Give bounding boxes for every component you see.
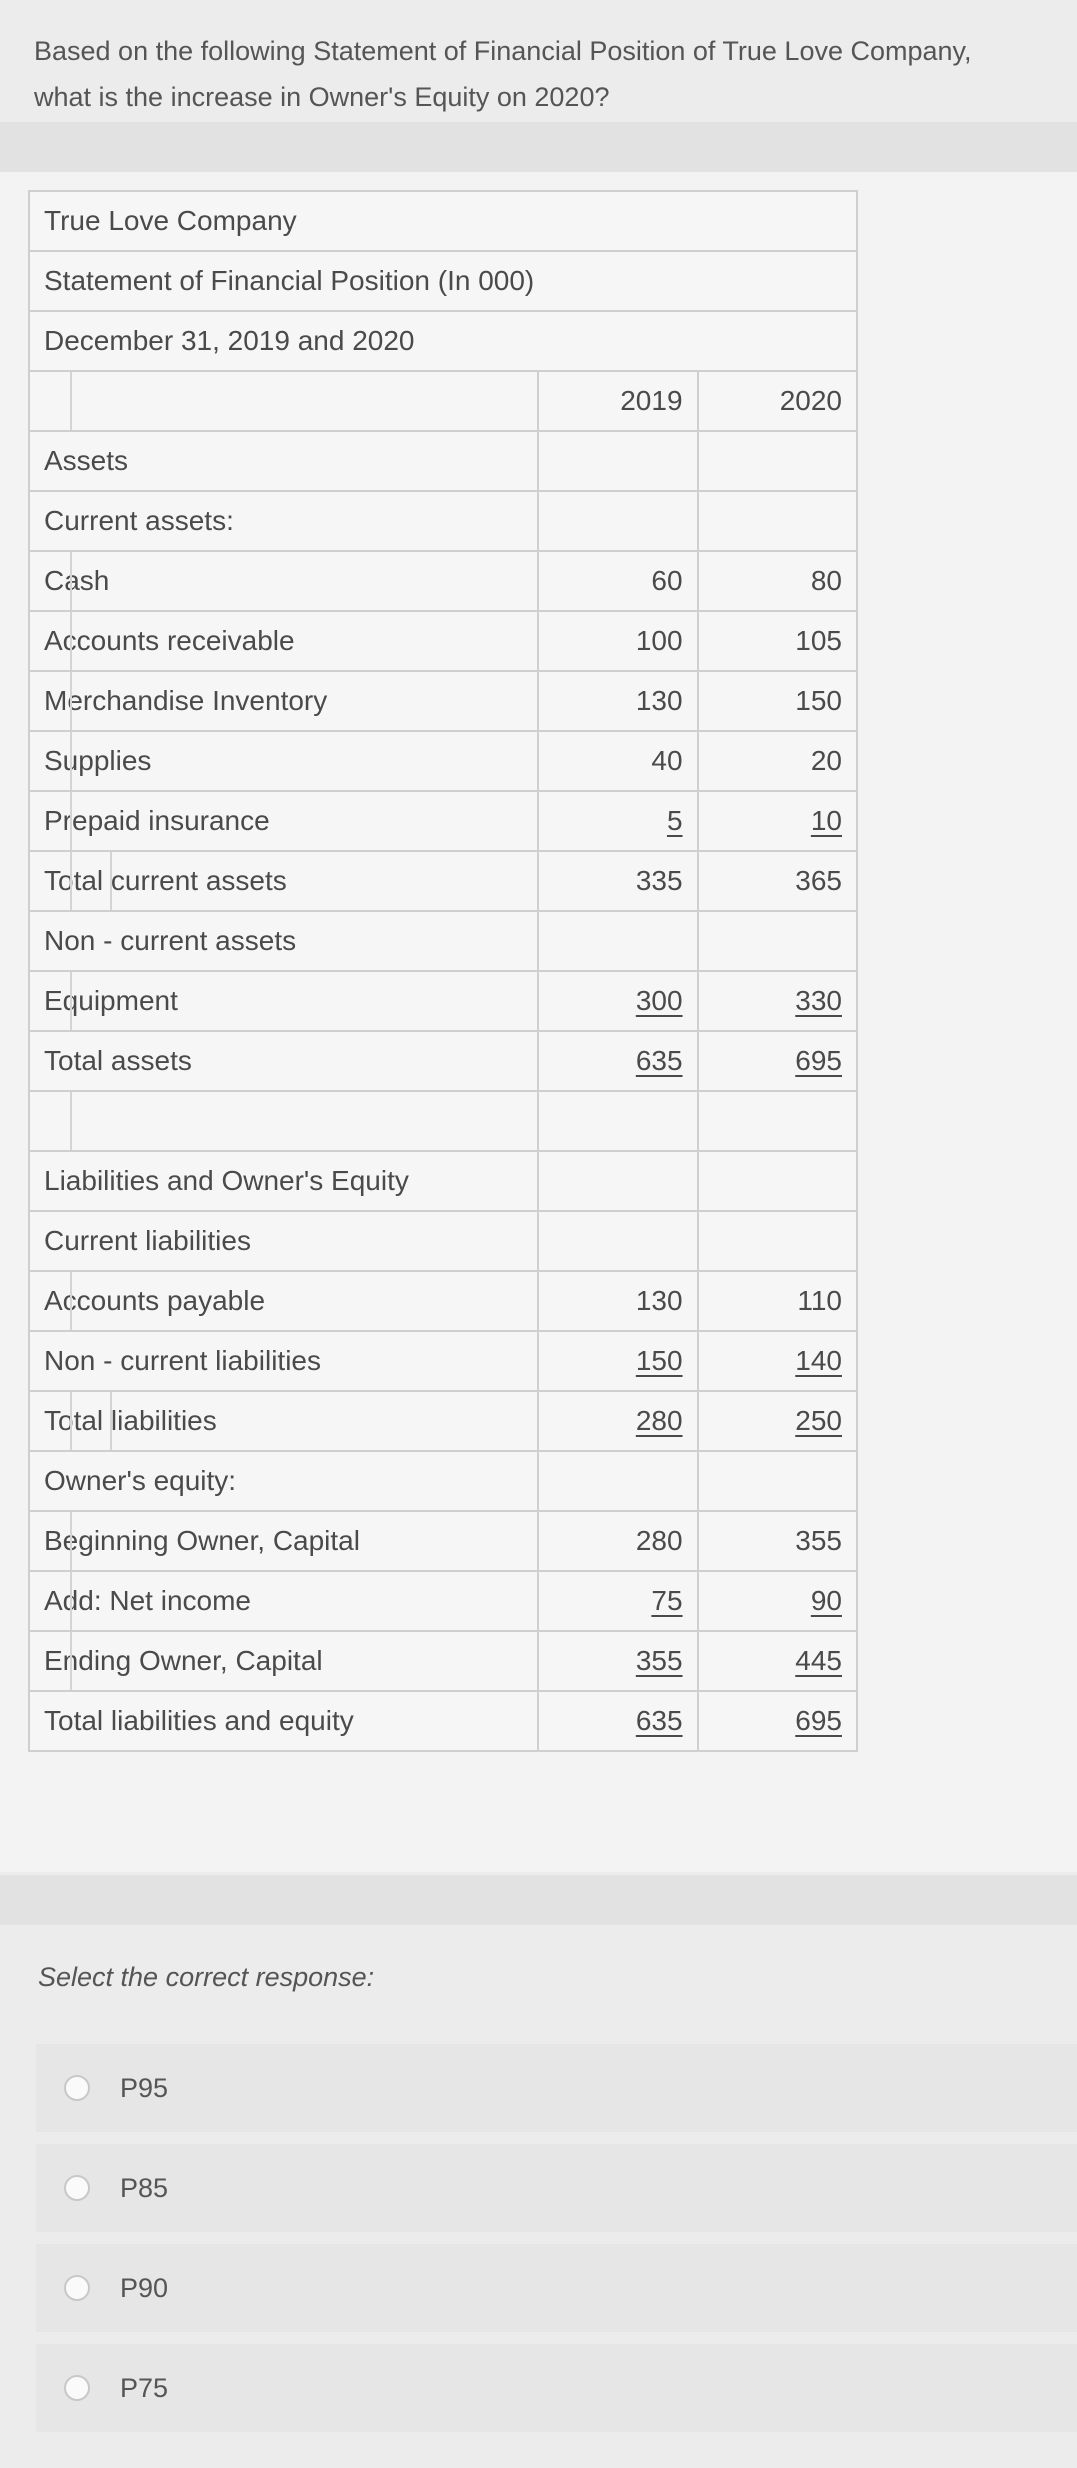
table-row [29,311,857,371]
value-2019: 300 [635,985,683,1016]
table-row [29,1211,857,1271]
radio-icon[interactable] [64,2175,90,2201]
row-label: Non - current liabilities [29,1331,538,1391]
option-label: P85 [120,2172,169,2203]
section-noncurrent-assets: Non - current assets [29,911,538,971]
statement-title: Statement of Financial Position (In 000) [29,251,857,311]
option-label: P75 [120,2372,169,2403]
value-2020: 250 [795,1405,842,1436]
row-label: Total liabilities [29,1391,538,1451]
value-2019: 635 [635,1045,683,1076]
value-2019: 280 [635,1405,683,1436]
table-row [29,1691,857,1751]
table-row [29,971,857,1031]
table-row [29,1631,857,1691]
radio-icon[interactable] [64,2375,90,2401]
option-label: P95 [120,2072,169,2103]
value-2019: 40 [538,731,697,791]
value-2020: 20 [698,731,857,791]
blank-row [29,1091,857,1151]
table-row [29,1391,857,1451]
value-2020: 445 [795,1645,842,1676]
question-text: Based on the following Statement of Financial Position of True Love Company, what is the increase in Owner's Equity on 2020? [34,36,972,112]
table-row [29,1511,857,1571]
value-2019: 60 [538,551,697,611]
value-2019: 5 [666,805,683,836]
table-row [29,611,857,671]
row-label: Beginning Owner, Capital [29,1511,538,1571]
value-2020: 330 [795,985,842,1016]
value-2020: 150 [698,671,857,731]
table-row [29,791,857,851]
value-2019: 75 [651,1585,683,1616]
radio-icon[interactable] [64,2275,90,2301]
answer-option-p95[interactable] [36,2044,1077,2132]
year-2019-header: 2019 [538,371,697,431]
table-row [29,431,857,491]
section-assets: Assets [29,431,538,491]
answer-option-p75[interactable] [36,2344,1077,2432]
table-row [29,1151,857,1211]
value-2020: 695 [795,1705,842,1736]
table-row [29,1271,857,1331]
header-strip [0,122,1077,172]
statement-date: December 31, 2019 and 2020 [29,311,857,371]
table-row [29,191,857,251]
response-prompt: Select the correct response: [38,1962,375,1992]
row-label: Total liabilities and equity [29,1691,538,1751]
value-2019: 335 [538,851,697,911]
table-row [29,1031,857,1091]
value-2020: 140 [795,1345,842,1376]
value-2019: 280 [538,1511,697,1571]
value-2019: 130 [538,671,697,731]
row-label: Equipment [29,971,538,1031]
value-2020: 90 [810,1585,842,1616]
answer-option-p85[interactable] [36,2144,1077,2232]
option-label: P90 [120,2272,169,2303]
value-2020: 80 [698,551,857,611]
row-label: Accounts receivable [29,611,538,671]
value-2019: 130 [538,1271,697,1331]
value-2019: 100 [538,611,697,671]
financial-statement-table [28,190,858,1752]
section-current-liabilities: Current liabilities [29,1211,538,1271]
value-2020: 365 [698,851,857,911]
table-row [29,911,857,971]
value-2019: 355 [635,1645,683,1676]
table-row [29,1571,857,1631]
row-label: Merchandise Inventory [29,671,538,731]
row-label: Total assets [29,1031,538,1091]
year-2020-header: 2020 [698,371,857,431]
divider-strip [0,1875,1077,1925]
row-label: Accounts payable [29,1271,538,1331]
value-2020: 355 [698,1511,857,1571]
row-label: Supplies [29,731,538,791]
row-label: Add: Net income [29,1571,538,1631]
table-row [29,731,857,791]
radio-icon[interactable] [64,2075,90,2101]
section-liabilities-equity: Liabilities and Owner's Equity [29,1151,538,1211]
year-header-row [29,371,857,431]
table-row [29,671,857,731]
row-label: Total current assets [29,851,538,911]
value-2020: 10 [810,805,842,836]
row-label: Ending Owner, Capital [29,1631,538,1691]
table-row [29,251,857,311]
table-row [29,851,857,911]
company-name: True Love Company [29,191,857,251]
value-2020: 110 [698,1271,857,1331]
value-2019: 150 [635,1345,683,1376]
answer-option-p90[interactable] [36,2244,1077,2332]
section-owners-equity: Owner's equity: [29,1451,538,1511]
value-2020: 695 [795,1045,842,1076]
row-label: Prepaid insurance [29,791,538,851]
row-label: Cash [29,551,538,611]
table-row [29,1331,857,1391]
value-2020: 105 [698,611,857,671]
table-row [29,491,857,551]
section-current-assets: Current assets: [29,491,538,551]
table-row [29,1451,857,1511]
table-row [29,551,857,611]
value-2019: 635 [635,1705,683,1736]
